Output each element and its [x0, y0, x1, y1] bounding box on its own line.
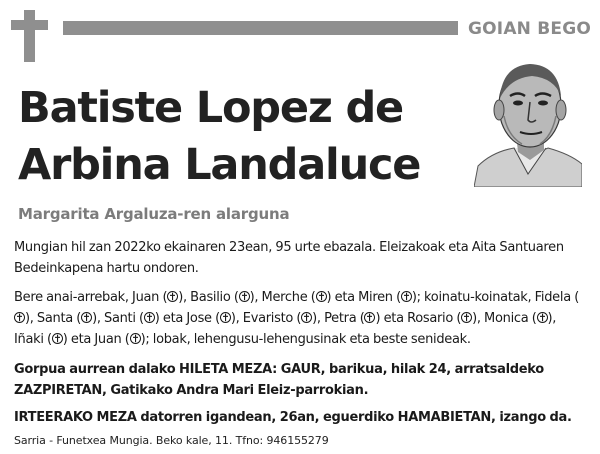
funeral-home-footer: Sarria - Funetxea Mungia. Beko kale, 11. Tfno: 946155279: [14, 434, 329, 447]
deceased-cross-icon: [364, 311, 375, 324]
relatives-text-part: ) eta Rosario (: [375, 311, 462, 326]
header-rule: [63, 21, 458, 35]
relatives-text-part: ), Evaristo (: [230, 311, 302, 326]
deceased-cross-icon: [239, 290, 250, 303]
relatives-text-part: ), Basilio (: [178, 290, 239, 305]
relatives-text-part: ); lobak, lehengusu-lehengusinak eta beste senideak.: [140, 332, 471, 347]
deceased-cross-icon: [401, 290, 412, 303]
deceased-cross-icon: [301, 311, 312, 324]
relatives-text-part: ), Monica (: [472, 311, 537, 326]
relatives-text-part: ) eta Jose (: [154, 311, 220, 326]
portrait-illustration: [474, 56, 582, 187]
relatives-text-part: ), Iñaki (: [14, 311, 557, 347]
subtitle-widow-of: Margarita Argaluza-ren alarguna: [18, 205, 290, 223]
relatives-text-part: ); koinatu-koinatak, Fidela (: [411, 290, 579, 305]
relatives-text-part: ), Santi (: [92, 311, 144, 326]
farewell-mass-text: IRTEERAKO MEZA datorren igandean, 26an, eguerdiko HAMABIETAN, izango da.: [14, 410, 572, 425]
deceased-cross-icon: [144, 311, 155, 324]
funeral-mass-text: Gorpua aurrean dalako HILETA MEZA: GAUR, barikua, hilak 24, arratsaldeko ZAZPIRETAN, Gatikako Andra Mari Eleiz-parrokian.: [14, 362, 544, 398]
death-notice-text: Mungian hil zan 2022ko ekainaren 23ean, 95 urte ebazala. Eleizakoak eta Aita Santuaren Bedeinkapena hartu ondoren.: [14, 240, 564, 276]
deceased-cross-icon: [316, 290, 327, 303]
deceased-cross-icon: [81, 311, 92, 324]
deceased-cross-icon: [52, 332, 63, 345]
header-label: GOIAN BEGO: [468, 19, 592, 39]
deceased-cross-icon: [130, 332, 141, 345]
relatives-text-part: ), Santa (: [25, 311, 82, 326]
deceased-cross-icon: [461, 311, 472, 324]
portrait-photo: [474, 56, 582, 187]
deceased-name: Batiste Lopez de Arbina Landaluce: [18, 83, 421, 190]
deceased-cross-icon: [220, 311, 231, 324]
deceased-cross-icon: [167, 290, 178, 303]
relatives-text-part: ) eta Juan (: [62, 332, 130, 347]
relatives-text: [14, 287, 582, 350]
relatives-text-part: ), Merche (: [249, 290, 316, 305]
deceased-cross-icon: [14, 311, 25, 324]
cross-icon-horizontal: [11, 20, 48, 30]
relatives-text-part: ), Petra (: [312, 311, 365, 326]
relatives-text-part: Bere anai-arrebak, Juan (: [14, 290, 168, 305]
cross-icon-vertical: [24, 10, 35, 62]
deceased-cross-icon: [537, 311, 548, 324]
relatives-text-part: ) eta Miren (: [326, 290, 401, 305]
